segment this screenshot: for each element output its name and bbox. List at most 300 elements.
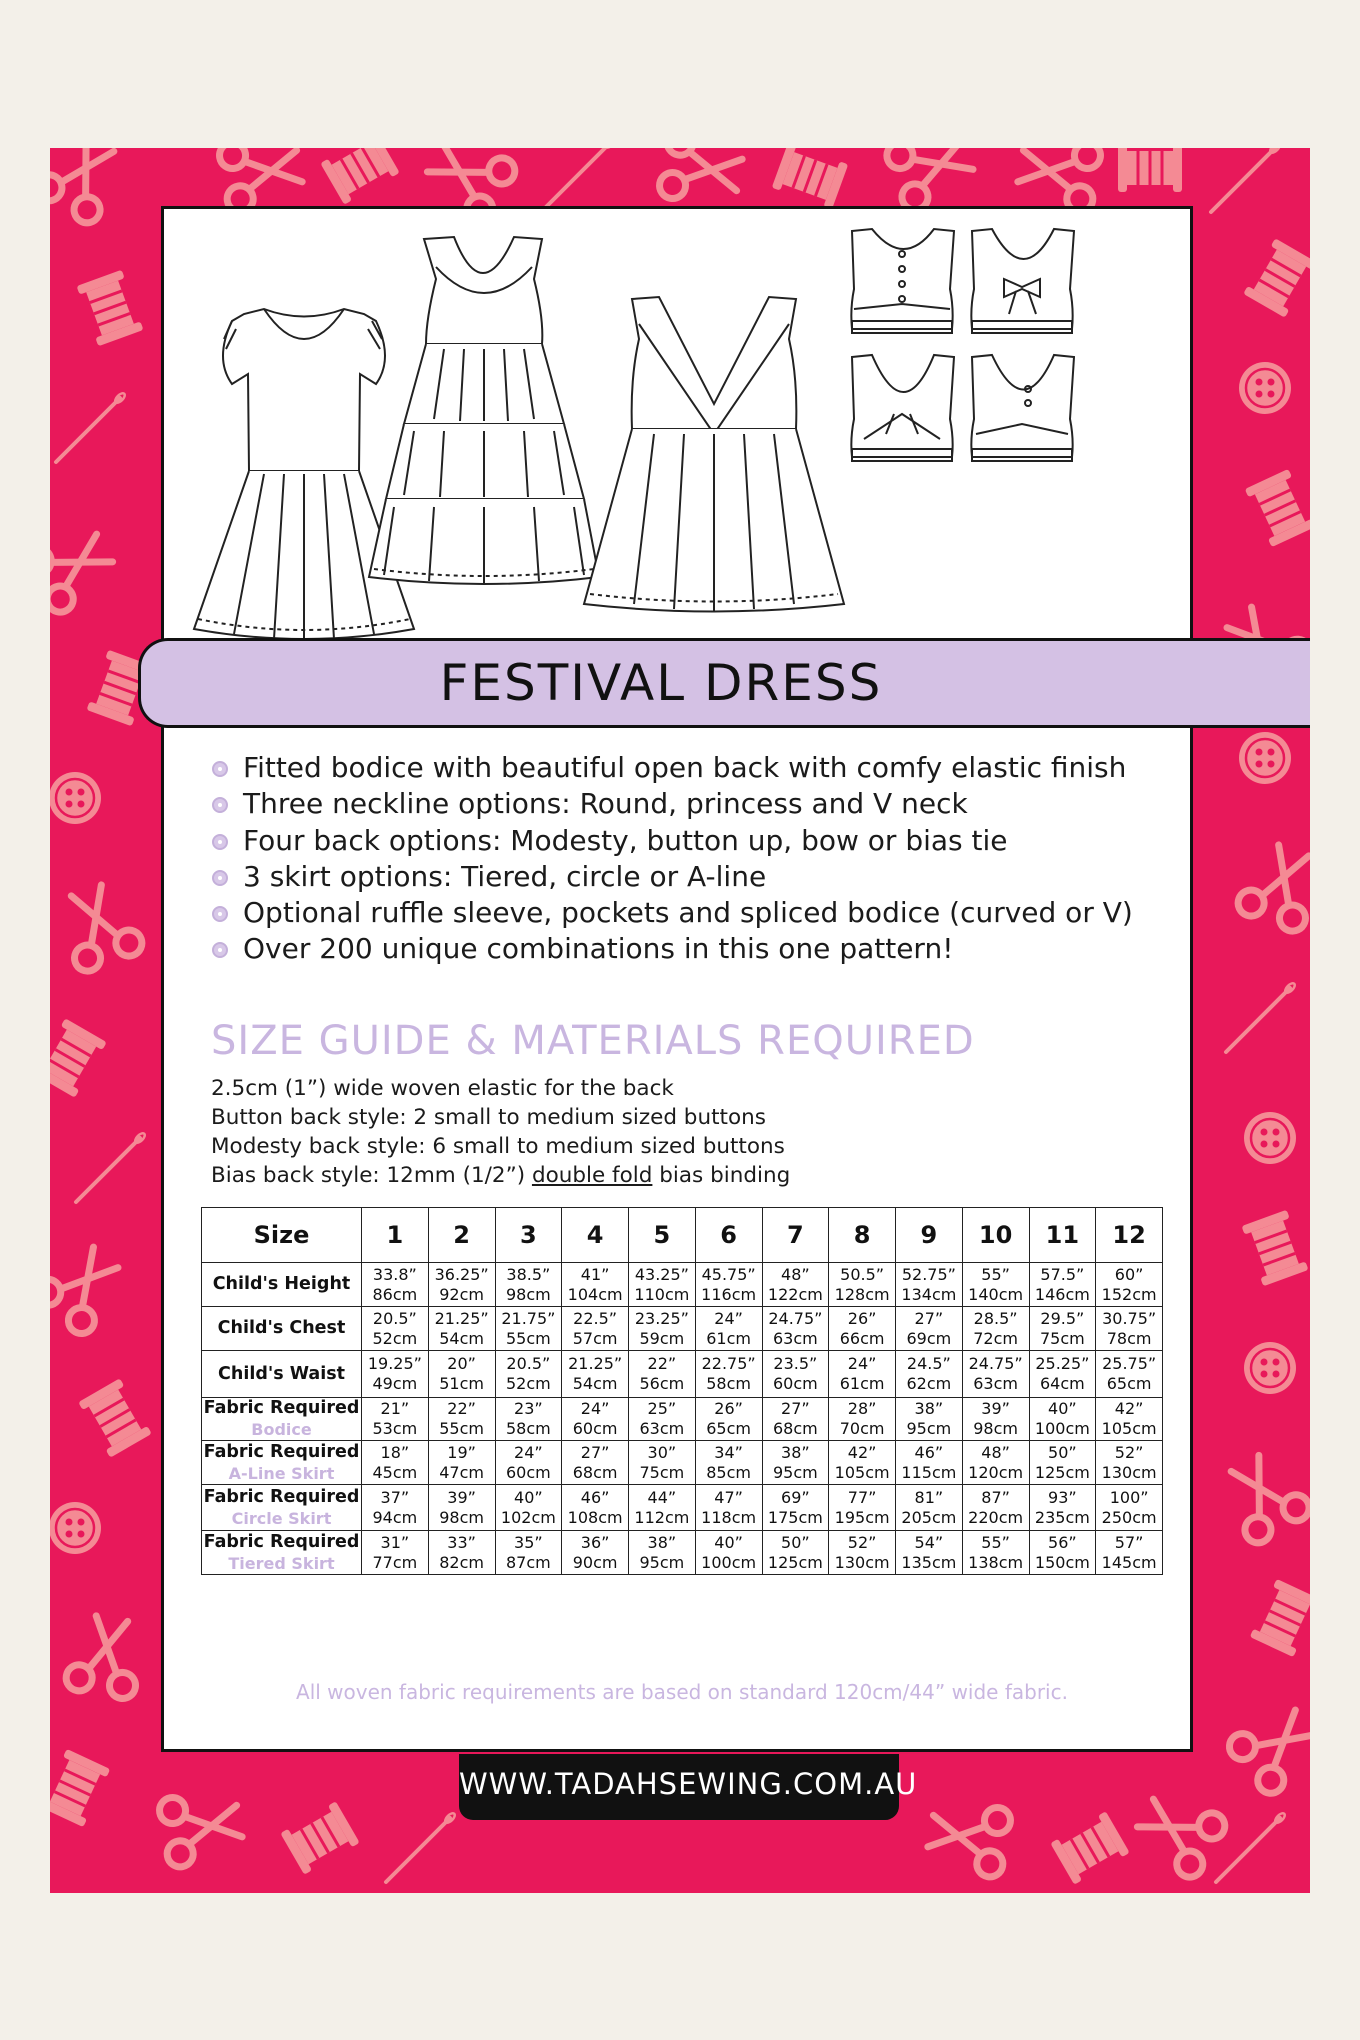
cm-value: 68cm bbox=[773, 1419, 818, 1438]
inch-value: 50” bbox=[781, 1532, 810, 1552]
size-header-cell: 9 bbox=[896, 1208, 963, 1263]
size-value-cell bbox=[1096, 1263, 1163, 1307]
cm-value: 120cm bbox=[968, 1462, 1024, 1482]
size-value-cell bbox=[962, 1531, 1029, 1575]
cm-value: 75cm bbox=[1040, 1328, 1085, 1348]
cm-value: 61cm bbox=[839, 1374, 885, 1393]
size-header-cell: 12 bbox=[1096, 1208, 1163, 1263]
cm-value: 138cm bbox=[968, 1552, 1024, 1572]
size-value-cell bbox=[1029, 1441, 1096, 1485]
cm-value: 64cm bbox=[1040, 1374, 1085, 1393]
inch-value: 24.75” bbox=[968, 1354, 1023, 1373]
cm-value: 95cm bbox=[773, 1462, 818, 1482]
inch-value: 77” bbox=[847, 1487, 877, 1507]
cm-value: 78cm bbox=[1106, 1328, 1152, 1348]
size-value-cell bbox=[629, 1351, 696, 1398]
size-value-cell bbox=[1096, 1441, 1163, 1485]
row-label-main: Child's Waist bbox=[218, 1363, 345, 1384]
size-value-cell bbox=[362, 1531, 429, 1575]
inch-value: 24.5” bbox=[906, 1354, 951, 1373]
size-value-cell bbox=[762, 1398, 829, 1441]
dress-technical-drawings bbox=[164, 209, 1190, 639]
inch-value: 21.25” bbox=[434, 1308, 489, 1328]
cm-value: 115cm bbox=[901, 1462, 957, 1482]
inch-value: 57” bbox=[1114, 1532, 1144, 1552]
inch-value: 21.75” bbox=[501, 1308, 556, 1328]
cm-value: 57cm bbox=[572, 1328, 618, 1348]
inch-value: 20” bbox=[447, 1354, 476, 1373]
left-icon-column bbox=[50, 148, 153, 1827]
size-value-cell bbox=[362, 1441, 429, 1485]
cm-value: 55cm bbox=[506, 1328, 551, 1348]
inch-value: 33” bbox=[447, 1532, 476, 1552]
size-value-cell bbox=[629, 1485, 696, 1531]
button-bullet-icon bbox=[212, 870, 228, 886]
bias-tie-back-bodice-drawing bbox=[851, 355, 954, 461]
cm-value: 130cm bbox=[834, 1552, 890, 1572]
cm-value: 175cm bbox=[767, 1507, 823, 1527]
size-value-cell bbox=[1096, 1398, 1163, 1441]
cm-value: 220cm bbox=[968, 1507, 1024, 1527]
cm-value: 86cm bbox=[372, 1284, 418, 1304]
size-header-label: Size bbox=[202, 1208, 362, 1263]
inch-value: 36.25” bbox=[434, 1264, 489, 1284]
inch-value: 21” bbox=[380, 1399, 410, 1418]
cm-value: 128cm bbox=[834, 1284, 890, 1304]
cm-value: 90cm bbox=[572, 1552, 618, 1572]
size-header-row bbox=[202, 1208, 1163, 1263]
size-value-cell bbox=[562, 1307, 629, 1351]
cm-value: 112cm bbox=[634, 1507, 690, 1527]
size-value-cell bbox=[562, 1351, 629, 1398]
cm-value: 52cm bbox=[372, 1328, 418, 1348]
size-header-cell: 10 bbox=[962, 1208, 1029, 1263]
size-value-cell bbox=[1029, 1485, 1096, 1531]
size-value-cell bbox=[695, 1351, 762, 1398]
cm-value: 55cm bbox=[439, 1419, 484, 1438]
cm-value: 52cm bbox=[506, 1374, 551, 1393]
feature-item: Three neckline options: Round, princess and V neck bbox=[210, 786, 1133, 822]
size-value-cell bbox=[362, 1263, 429, 1307]
inch-value: 69” bbox=[781, 1487, 810, 1507]
size-value-cell bbox=[962, 1441, 1029, 1485]
button-bullet-icon bbox=[212, 761, 228, 777]
size-value-cell bbox=[1096, 1307, 1163, 1351]
inch-value: 37” bbox=[380, 1487, 410, 1507]
inch-value: 46” bbox=[580, 1487, 610, 1507]
inch-value: 28.5” bbox=[973, 1308, 1018, 1328]
inch-value: 22.5” bbox=[573, 1308, 618, 1328]
inch-value: 44” bbox=[647, 1487, 677, 1507]
inch-value: 20.5” bbox=[372, 1308, 417, 1328]
feature-item: Four back options: Modesty, button up, bow or bias tie bbox=[210, 823, 1133, 859]
right-icon-column bbox=[1211, 148, 1310, 1882]
size-header-cell: 7 bbox=[762, 1208, 829, 1263]
size-header-cell: 5 bbox=[629, 1208, 696, 1263]
inch-value: 24” bbox=[847, 1354, 877, 1373]
cm-value: 45cm bbox=[372, 1462, 418, 1482]
size-value-cell bbox=[762, 1441, 829, 1485]
size-value-cell bbox=[629, 1307, 696, 1351]
size-value-cell bbox=[428, 1441, 495, 1485]
size-value-cell bbox=[962, 1263, 1029, 1307]
tiered-skirt-dress-drawing bbox=[369, 237, 599, 584]
cm-value: 98cm bbox=[506, 1284, 551, 1304]
inch-value: 23.25” bbox=[634, 1308, 689, 1328]
size-value-cell bbox=[1029, 1307, 1096, 1351]
size-value-cell bbox=[829, 1441, 896, 1485]
cm-value: 63cm bbox=[773, 1328, 818, 1348]
inch-value: 93” bbox=[1048, 1487, 1077, 1507]
inch-value: 45.75” bbox=[701, 1264, 756, 1284]
cm-value: 61cm bbox=[706, 1328, 751, 1348]
cm-value: 56cm bbox=[639, 1374, 685, 1393]
inch-value: 40” bbox=[514, 1487, 543, 1507]
row-label-main: Fabric Required bbox=[203, 1398, 360, 1418]
row-label-sub: Bodice bbox=[251, 1420, 312, 1439]
size-value-cell bbox=[762, 1351, 829, 1398]
cm-value: 60cm bbox=[773, 1374, 818, 1393]
cm-value: 51cm bbox=[439, 1374, 484, 1393]
inch-value: 34” bbox=[714, 1442, 743, 1462]
size-value-cell bbox=[428, 1351, 495, 1398]
fabric-footnote: All woven fabric requirements are based on standard 120cm/44” wide fabric. bbox=[296, 1680, 1068, 1704]
size-value-cell bbox=[762, 1263, 829, 1307]
size-value-cell bbox=[495, 1307, 562, 1351]
size-value-cell bbox=[495, 1263, 562, 1307]
material-item: Button back style: 2 small to medium sized buttons bbox=[211, 1105, 766, 1130]
inch-value: 24” bbox=[714, 1308, 743, 1328]
feature-item: Over 200 unique combinations in this one pattern! bbox=[210, 931, 1133, 967]
inch-value: 21.25” bbox=[568, 1354, 623, 1373]
table-row bbox=[202, 1441, 1163, 1485]
size-value-cell bbox=[562, 1485, 629, 1531]
pattern-back-cover bbox=[50, 148, 1310, 1893]
row-label-sub: A-Line Skirt bbox=[228, 1463, 335, 1483]
cm-value: 108cm bbox=[567, 1507, 623, 1527]
inch-value: 27” bbox=[914, 1308, 944, 1328]
cm-value: 53cm bbox=[372, 1419, 418, 1438]
row-label bbox=[202, 1398, 362, 1441]
size-value-cell bbox=[562, 1398, 629, 1441]
cm-value: 98cm bbox=[439, 1507, 484, 1527]
feature-item: Optional ruffle sleeve, pockets and spliced bodice (curved or V) bbox=[210, 895, 1133, 931]
inch-value: 24.75” bbox=[768, 1308, 823, 1328]
cm-value: 116cm bbox=[701, 1284, 757, 1304]
website-url[interactable]: WWW.TADAHSEWING.COM.AU bbox=[459, 1754, 899, 1820]
row-label bbox=[202, 1531, 362, 1575]
feature-item: Fitted bodice with beautiful open back with comfy elastic finish bbox=[210, 750, 1133, 786]
inch-value: 42” bbox=[847, 1442, 877, 1462]
size-value-cell bbox=[1029, 1351, 1096, 1398]
inch-value: 87” bbox=[981, 1487, 1010, 1507]
inch-value: 55” bbox=[981, 1532, 1010, 1552]
cm-value: 58cm bbox=[506, 1419, 551, 1438]
size-value-cell bbox=[962, 1307, 1029, 1351]
size-value-cell bbox=[362, 1485, 429, 1531]
inch-value: 38” bbox=[781, 1442, 810, 1462]
cm-value: 235cm bbox=[1034, 1507, 1090, 1527]
inch-value: 28” bbox=[847, 1399, 877, 1418]
inch-value: 25.25” bbox=[1035, 1354, 1090, 1373]
size-value-cell bbox=[695, 1307, 762, 1351]
material-item: Modesty back style: 6 small to medium sized buttons bbox=[211, 1134, 785, 1159]
cm-value: 85cm bbox=[706, 1462, 751, 1482]
table-row bbox=[202, 1351, 1163, 1398]
cm-value: 72cm bbox=[973, 1328, 1018, 1348]
size-value-cell bbox=[1029, 1398, 1096, 1441]
inch-value: 30.75” bbox=[1102, 1308, 1157, 1328]
inch-value: 30” bbox=[647, 1442, 677, 1462]
inch-value: 52.75” bbox=[901, 1264, 956, 1284]
inch-value: 52” bbox=[847, 1532, 877, 1552]
cm-value: 145cm bbox=[1101, 1552, 1157, 1572]
size-value-cell bbox=[962, 1398, 1029, 1441]
cm-value: 125cm bbox=[1034, 1462, 1090, 1482]
cm-value: 146cm bbox=[1034, 1284, 1090, 1304]
modesty-back-bodice-drawing bbox=[971, 355, 1074, 461]
inch-value: 60” bbox=[1114, 1264, 1144, 1284]
feature-list bbox=[210, 750, 1133, 968]
size-header-cell: 1 bbox=[362, 1208, 429, 1263]
cm-value: 122cm bbox=[767, 1284, 823, 1304]
inch-value: 18” bbox=[380, 1442, 410, 1462]
row-label-main: Child's Chest bbox=[217, 1318, 346, 1338]
size-value-cell bbox=[562, 1531, 629, 1575]
inch-value: 52” bbox=[1114, 1442, 1144, 1462]
cm-value: 63cm bbox=[639, 1419, 685, 1438]
size-value-cell bbox=[896, 1351, 963, 1398]
size-value-cell bbox=[562, 1441, 629, 1485]
size-value-cell bbox=[428, 1263, 495, 1307]
cm-value: 58cm bbox=[706, 1374, 751, 1393]
cm-value: 125cm bbox=[767, 1552, 823, 1572]
content-panel bbox=[161, 206, 1193, 1752]
cm-value: 152cm bbox=[1101, 1284, 1157, 1304]
title-banner bbox=[138, 638, 1310, 728]
size-value-cell bbox=[495, 1531, 562, 1575]
cm-value: 92cm bbox=[439, 1284, 484, 1304]
size-value-cell bbox=[962, 1485, 1029, 1531]
cm-value: 47cm bbox=[439, 1462, 484, 1482]
size-value-cell bbox=[495, 1485, 562, 1531]
size-value-cell bbox=[896, 1485, 963, 1531]
inch-value: 40” bbox=[1048, 1399, 1077, 1418]
size-value-cell bbox=[829, 1485, 896, 1531]
inch-value: 25” bbox=[647, 1399, 677, 1418]
inch-value: 22” bbox=[447, 1399, 476, 1418]
cm-value: 102cm bbox=[500, 1507, 556, 1527]
size-guide-heading: SIZE GUIDE & MATERIALS REQUIRED bbox=[211, 1018, 975, 1064]
cm-value: 87cm bbox=[506, 1552, 551, 1572]
inch-value: 50.5” bbox=[840, 1264, 885, 1284]
size-value-cell bbox=[762, 1531, 829, 1575]
row-label-sub: Tiered Skirt bbox=[228, 1553, 335, 1573]
size-value-cell bbox=[896, 1398, 963, 1441]
inch-value: 100” bbox=[1109, 1487, 1149, 1507]
button-bullet-icon bbox=[212, 906, 228, 922]
row-label bbox=[202, 1307, 362, 1351]
inch-value: 56” bbox=[1048, 1532, 1077, 1552]
material-item: Bias back style: 12mm (1/2”) double fold bias binding bbox=[211, 1163, 791, 1188]
table-row bbox=[202, 1531, 1163, 1575]
table-row bbox=[202, 1263, 1163, 1307]
cm-value: 195cm bbox=[834, 1507, 890, 1527]
size-value-cell bbox=[829, 1398, 896, 1441]
cm-value: 65cm bbox=[706, 1419, 751, 1438]
material-item: 2.5cm (1”) wide woven elastic for the back bbox=[211, 1076, 674, 1101]
cm-value: 100cm bbox=[701, 1552, 757, 1572]
row-label-sub: Circle Skirt bbox=[231, 1508, 332, 1528]
inch-value: 27” bbox=[580, 1442, 610, 1462]
cm-value: 98cm bbox=[973, 1419, 1018, 1438]
inch-value: 29.5” bbox=[1040, 1308, 1085, 1328]
size-value-cell bbox=[1029, 1531, 1096, 1575]
inch-value: 40” bbox=[714, 1532, 743, 1552]
size-value-cell bbox=[896, 1263, 963, 1307]
inch-value: 50” bbox=[1048, 1442, 1077, 1462]
cm-value: 95cm bbox=[906, 1419, 952, 1438]
size-value-cell bbox=[829, 1531, 896, 1575]
size-value-cell bbox=[1096, 1351, 1163, 1398]
inch-value: 23.5” bbox=[773, 1354, 818, 1373]
cm-value: 94cm bbox=[372, 1507, 418, 1527]
size-value-cell bbox=[428, 1307, 495, 1351]
cm-value: 68cm bbox=[572, 1462, 618, 1482]
inch-value: 38” bbox=[914, 1399, 944, 1418]
size-header-cell: 11 bbox=[1029, 1208, 1096, 1263]
inch-value: 38” bbox=[647, 1532, 677, 1552]
inch-value: 48” bbox=[781, 1264, 810, 1284]
inch-value: 26” bbox=[714, 1399, 743, 1418]
size-header-cell: 4 bbox=[562, 1208, 629, 1263]
cm-value: 118cm bbox=[701, 1507, 757, 1527]
inch-value: 27” bbox=[781, 1399, 810, 1418]
inch-value: 42” bbox=[1114, 1399, 1144, 1418]
inch-value: 47” bbox=[714, 1487, 743, 1507]
cm-value: 65cm bbox=[1106, 1374, 1152, 1393]
inch-value: 19” bbox=[447, 1442, 476, 1462]
size-value-cell bbox=[896, 1441, 963, 1485]
button-back-bodice-drawing bbox=[851, 229, 954, 333]
cm-value: 60cm bbox=[506, 1462, 551, 1482]
size-value-cell bbox=[695, 1531, 762, 1575]
size-value-cell bbox=[362, 1351, 429, 1398]
cm-value: 63cm bbox=[973, 1374, 1018, 1393]
size-value-cell bbox=[962, 1351, 1029, 1398]
cm-value: 150cm bbox=[1034, 1552, 1090, 1572]
inch-value: 23” bbox=[514, 1399, 543, 1418]
size-value-cell bbox=[695, 1398, 762, 1441]
cm-value: 62cm bbox=[906, 1374, 952, 1393]
cm-value: 130cm bbox=[1101, 1462, 1157, 1482]
row-label bbox=[202, 1441, 362, 1485]
row-label bbox=[202, 1485, 362, 1531]
inch-value: 26” bbox=[847, 1308, 877, 1328]
size-value-cell bbox=[495, 1441, 562, 1485]
cm-value: 104cm bbox=[567, 1284, 623, 1304]
cm-value: 205cm bbox=[901, 1507, 957, 1527]
size-value-cell bbox=[695, 1441, 762, 1485]
inch-value: 33.8” bbox=[372, 1264, 417, 1284]
inch-value: 20.5” bbox=[506, 1354, 551, 1373]
row-label-main: Fabric Required bbox=[203, 1486, 360, 1507]
row-label-main: Fabric Required bbox=[203, 1531, 360, 1552]
size-value-cell bbox=[829, 1263, 896, 1307]
cm-value: 49cm bbox=[372, 1374, 418, 1393]
size-value-cell bbox=[829, 1307, 896, 1351]
inch-value: 46” bbox=[914, 1442, 944, 1462]
inch-value: 39” bbox=[447, 1487, 476, 1507]
inch-value: 43.25” bbox=[634, 1264, 689, 1284]
size-value-cell bbox=[428, 1398, 495, 1441]
size-value-cell bbox=[428, 1485, 495, 1531]
size-value-cell bbox=[362, 1398, 429, 1441]
materials-list bbox=[211, 1074, 790, 1190]
cm-value: 66cm bbox=[839, 1328, 885, 1348]
inch-value: 36” bbox=[580, 1532, 610, 1552]
table-row bbox=[202, 1485, 1163, 1531]
inch-value: 41” bbox=[580, 1264, 610, 1284]
size-header-cell: 8 bbox=[829, 1208, 896, 1263]
inch-value: 24” bbox=[580, 1399, 610, 1418]
cm-value: 110cm bbox=[634, 1284, 690, 1304]
inch-value: 22.75” bbox=[701, 1354, 756, 1373]
cm-value: 134cm bbox=[901, 1284, 957, 1304]
size-value-cell bbox=[896, 1307, 963, 1351]
size-value-cell bbox=[762, 1485, 829, 1531]
size-value-cell bbox=[1096, 1531, 1163, 1575]
inch-value: 39” bbox=[981, 1399, 1010, 1418]
size-value-cell bbox=[1029, 1263, 1096, 1307]
button-bullet-icon bbox=[212, 797, 228, 813]
size-value-cell bbox=[695, 1485, 762, 1531]
inch-value: 81” bbox=[914, 1487, 944, 1507]
cm-value: 82cm bbox=[439, 1552, 484, 1572]
size-value-cell bbox=[428, 1531, 495, 1575]
size-value-cell bbox=[695, 1263, 762, 1307]
inch-value: 31” bbox=[380, 1532, 410, 1552]
button-bullet-icon bbox=[212, 834, 228, 850]
size-value-cell bbox=[829, 1351, 896, 1398]
cm-value: 105cm bbox=[1101, 1419, 1157, 1438]
size-value-cell bbox=[562, 1263, 629, 1307]
inch-value: 54” bbox=[914, 1532, 944, 1552]
inch-value: 35” bbox=[514, 1532, 543, 1552]
size-value-cell bbox=[362, 1307, 429, 1351]
cm-value: 59cm bbox=[639, 1328, 685, 1348]
row-label bbox=[202, 1351, 362, 1398]
size-value-cell bbox=[629, 1263, 696, 1307]
inch-value: 55” bbox=[981, 1264, 1010, 1284]
pattern-title: FESTIVAL DRESS bbox=[439, 654, 883, 712]
circle-skirt-dress-drawing bbox=[194, 309, 414, 639]
bow-back-bodice-drawing bbox=[971, 229, 1074, 333]
inch-value: 38.5” bbox=[506, 1264, 551, 1284]
size-header-cell: 6 bbox=[695, 1208, 762, 1263]
size-value-cell bbox=[495, 1351, 562, 1398]
size-header-cell: 2 bbox=[428, 1208, 495, 1263]
cm-value: 70cm bbox=[839, 1419, 885, 1438]
inch-value: 25.75” bbox=[1102, 1354, 1157, 1373]
row-label-main: Fabric Required bbox=[203, 1441, 360, 1462]
inch-value: 48” bbox=[981, 1442, 1010, 1462]
row-label-main: Child's Height bbox=[212, 1274, 351, 1294]
inch-value: 19.25” bbox=[367, 1354, 422, 1373]
size-value-cell bbox=[629, 1531, 696, 1575]
button-bullet-icon bbox=[212, 942, 228, 958]
size-header-cell: 3 bbox=[495, 1208, 562, 1263]
